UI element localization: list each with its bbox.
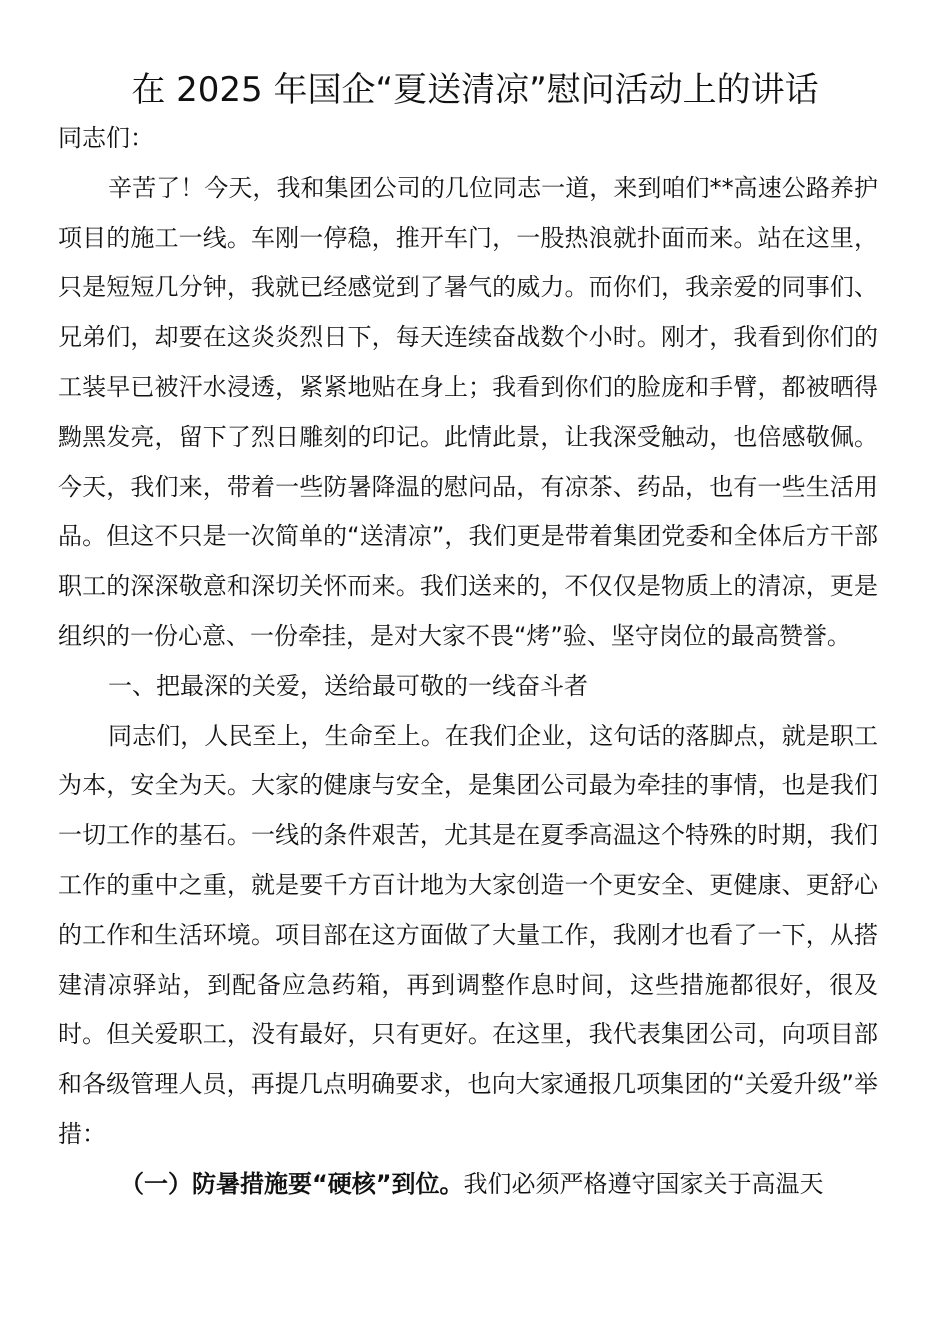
- section-paragraph: 同志们，人民至上，生命至上。在我们企业，这句话的落脚点，就是职工为本，安全为天。大家的健康与安全，是集团公司最为牵挂的事情，也是我们一切工作的基石。一线的条件艰苦，尤其是在夏季高温这个特殊的时期，我们工作的重中之重，就是要千方百计地为大家创造一个更安全、更健康、更舒心的工作和生活环境。项目部在这方面做了大量工作，我刚才也看了一下，从搭建清凉驿站，到配备应急药箱，再到调整作息时间，这些措施都很好，很及时。但关爱职工，没有最好，只有更好。在这里，我代表集团公司，向项目部和各级管理人员，再提几点明确要求，也向大家通报几项集团的“关爱升级”举措：: [58, 721, 878, 1148]
- section-heading: 一、把最深的关爱，送给最可敬的一线奋斗者: [108, 671, 588, 700]
- subsection-paragraph: [58, 1160, 878, 1210]
- document-body: [58, 114, 878, 1210]
- opening-paragraph: 辛苦了！今天，我和集团公司的几位同志一道，来到咱们**高速公路养护项目的施工一线。车刚一停稳，推开车门，一股热浪就扑面而来。站在这里，只是短短几分钟，我就已经感觉到了暑气的威力。而你们，我亲爱的同事们、兄弟们，却要在这炎炎烈日下，每天连续奋战数个小时。刚才，我看到你们的工装早已被汗水浸透，紧紧地贴在身上；我看到你们的脸庞和手臂，都被晒得黝黑发亮，留下了烈日雕刻的印记。此情此景，让我深受触动，也倍感敬佩。今天，我们来，带着一些防暑降温的慰问品，有凉茶、药品，也有一些生活用品。但这不只是一次简单的“送清凉”，我们更是带着集团党委和全体后方干部职工的深深敬意和深切关怀而来。我们送来的，不仅仅是物质上的清凉，更是组织的一份心意、一份牵挂，是对大家不畏“烤”验、坚守岗位的最高赞誉。: [58, 173, 878, 650]
- subsection-heading: （一）防暑措施要“硬核”到位。: [120, 1169, 464, 1198]
- subsection-text: 我们必须严格遵守国家关于高温天: [463, 1169, 824, 1198]
- salutation: 同志们：: [58, 124, 154, 152]
- document-title: 在 2025 年国企“夏送清凉”慰问活动上的讲话: [131, 70, 819, 110]
